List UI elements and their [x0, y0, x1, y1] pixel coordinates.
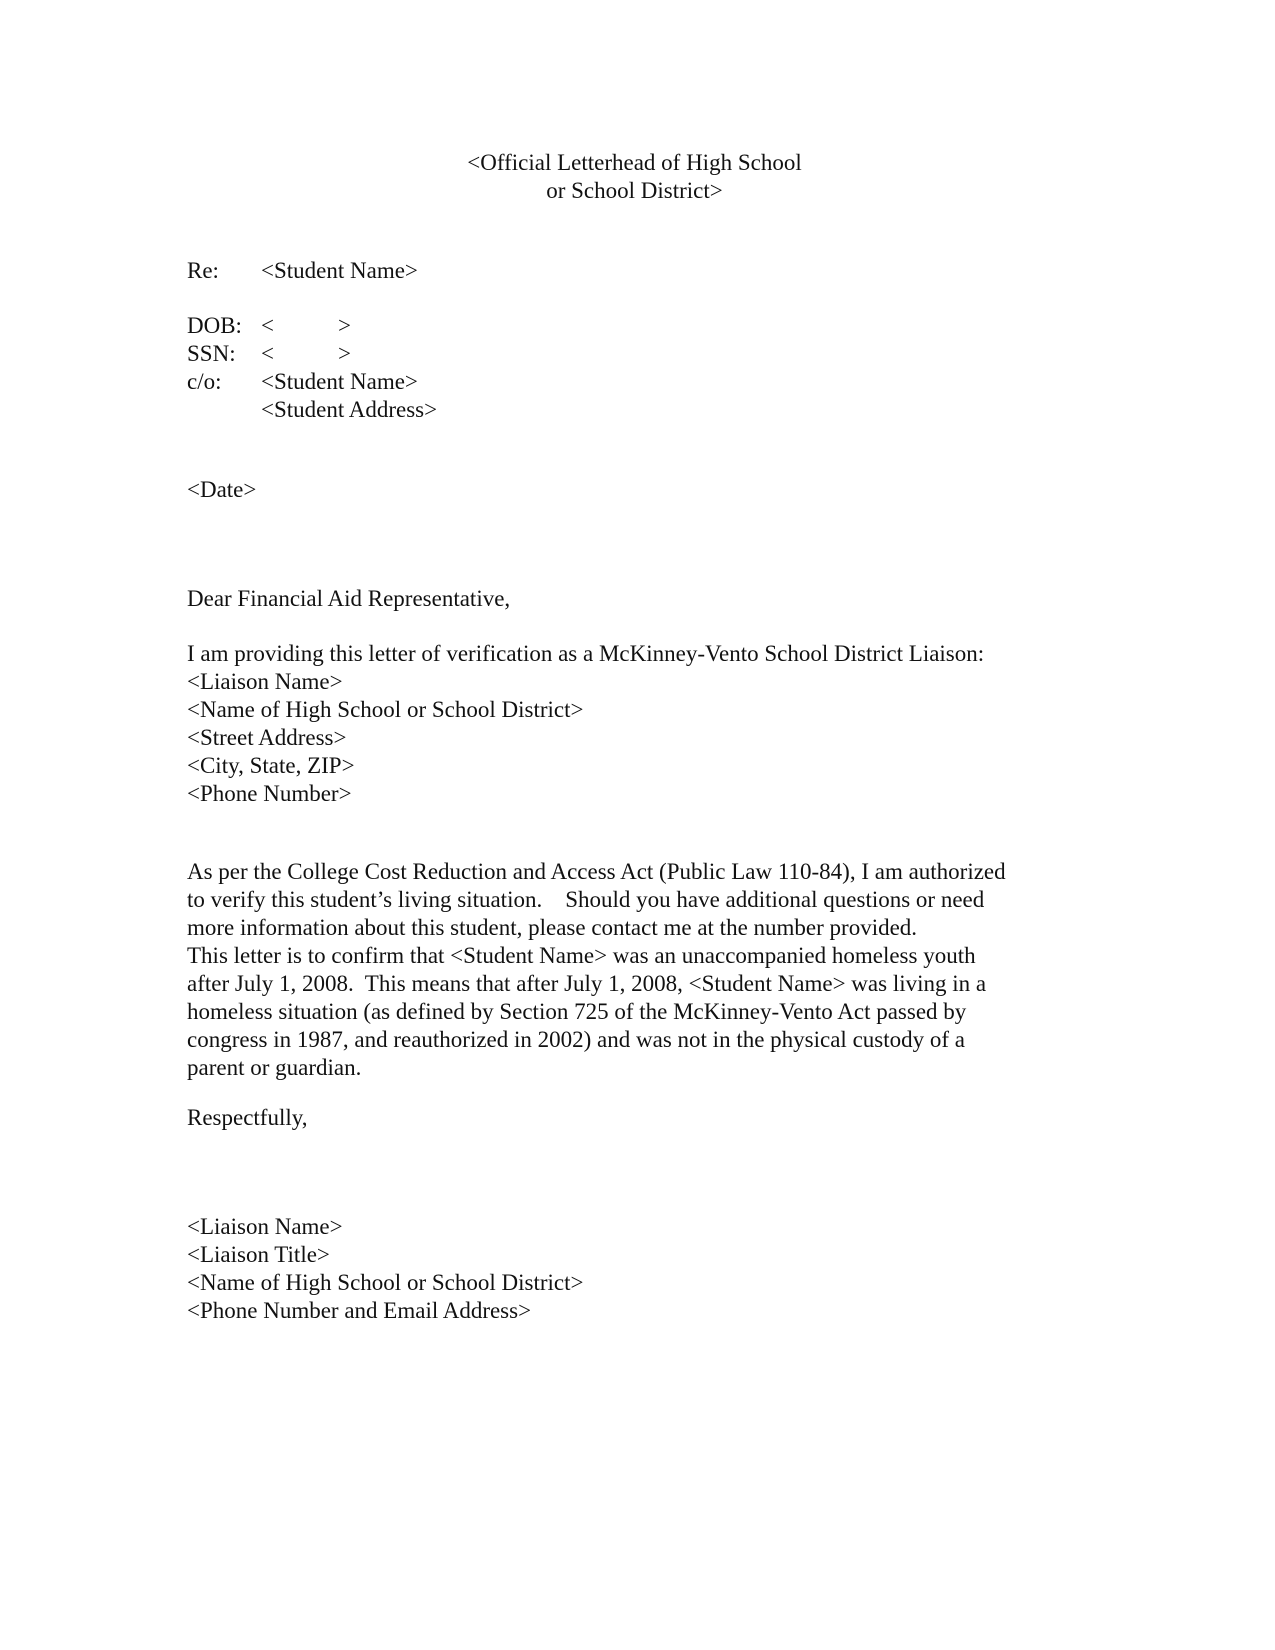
co-label: c/o: — [187, 369, 222, 394]
date-block — [187, 476, 1107, 504]
liaison-school: <Name of High School or School District> — [187, 697, 584, 722]
body-line: more information about this student, please contact me at the number provided. — [187, 915, 918, 940]
body-line: congress in 1987, and reauthorized in 2002) and was not in the physical custody of a — [187, 1027, 965, 1052]
dob-open: < — [261, 313, 274, 338]
body-line: parent or guardian. — [187, 1055, 362, 1080]
re-value: <Student Name> — [261, 258, 418, 283]
liaison-city: <City, State, ZIP> — [187, 753, 355, 778]
co-address: <Student Address> — [261, 397, 438, 422]
closing: Respectfully, — [187, 1105, 308, 1130]
signature-school: <Name of High School or School District> — [187, 1270, 584, 1295]
re-row — [187, 257, 1107, 285]
body-line: to verify this student’s living situation. Should you have additional questions or need — [187, 887, 985, 912]
salutation-block — [187, 585, 1107, 613]
liaison-phone: <Phone Number> — [187, 781, 352, 806]
dob-close: > — [338, 313, 351, 338]
letterhead-line-1: <Official Letterhead of High School — [467, 150, 802, 175]
dob-label: DOB: — [187, 313, 242, 338]
signature-contact: <Phone Number and Email Address> — [187, 1298, 532, 1323]
info-block — [187, 312, 1107, 424]
letterhead — [0, 149, 1275, 205]
signature-name: <Liaison Name> — [187, 1214, 343, 1239]
liaison-intro-block — [187, 640, 1107, 808]
ssn-close: > — [338, 341, 351, 366]
re-block — [187, 257, 1107, 285]
liaison-intro-text: I am providing this letter of verification as a McKinney-Vento School District Liaison: — [187, 641, 985, 666]
body-line: As per the College Cost Reduction and Access Act (Public Law 110-84), I am authorized — [187, 859, 1006, 884]
re-label: Re: — [187, 258, 219, 283]
signature-block — [187, 1213, 1107, 1325]
letter-date: <Date> — [187, 477, 257, 502]
co-row — [187, 368, 1107, 396]
co-name: <Student Name> — [261, 369, 418, 394]
salutation: Dear Financial Aid Representative, — [187, 586, 511, 611]
ssn-label: SSN: — [187, 341, 236, 366]
ssn-open: < — [261, 341, 274, 366]
ssn-row — [187, 340, 1107, 368]
letterhead-line-2: or School District> — [546, 178, 723, 203]
dob-row — [187, 312, 1107, 340]
body-line: homeless situation (as defined by Section 725 of the McKinney-Vento Act passed by — [187, 999, 967, 1024]
closing-block — [187, 1104, 1107, 1132]
body-line: after July 1, 2008. This means that after July 1, 2008, <Student Name> was living in a — [187, 971, 987, 996]
co-address-row — [187, 396, 1107, 424]
liaison-name: <Liaison Name> — [187, 669, 343, 694]
liaison-street: <Street Address> — [187, 725, 347, 750]
body-paragraph — [187, 858, 1087, 1082]
body-line: This letter is to confirm that <Student Name> was an unaccompanied homeless youth — [187, 943, 976, 968]
signature-title: <Liaison Title> — [187, 1242, 330, 1267]
